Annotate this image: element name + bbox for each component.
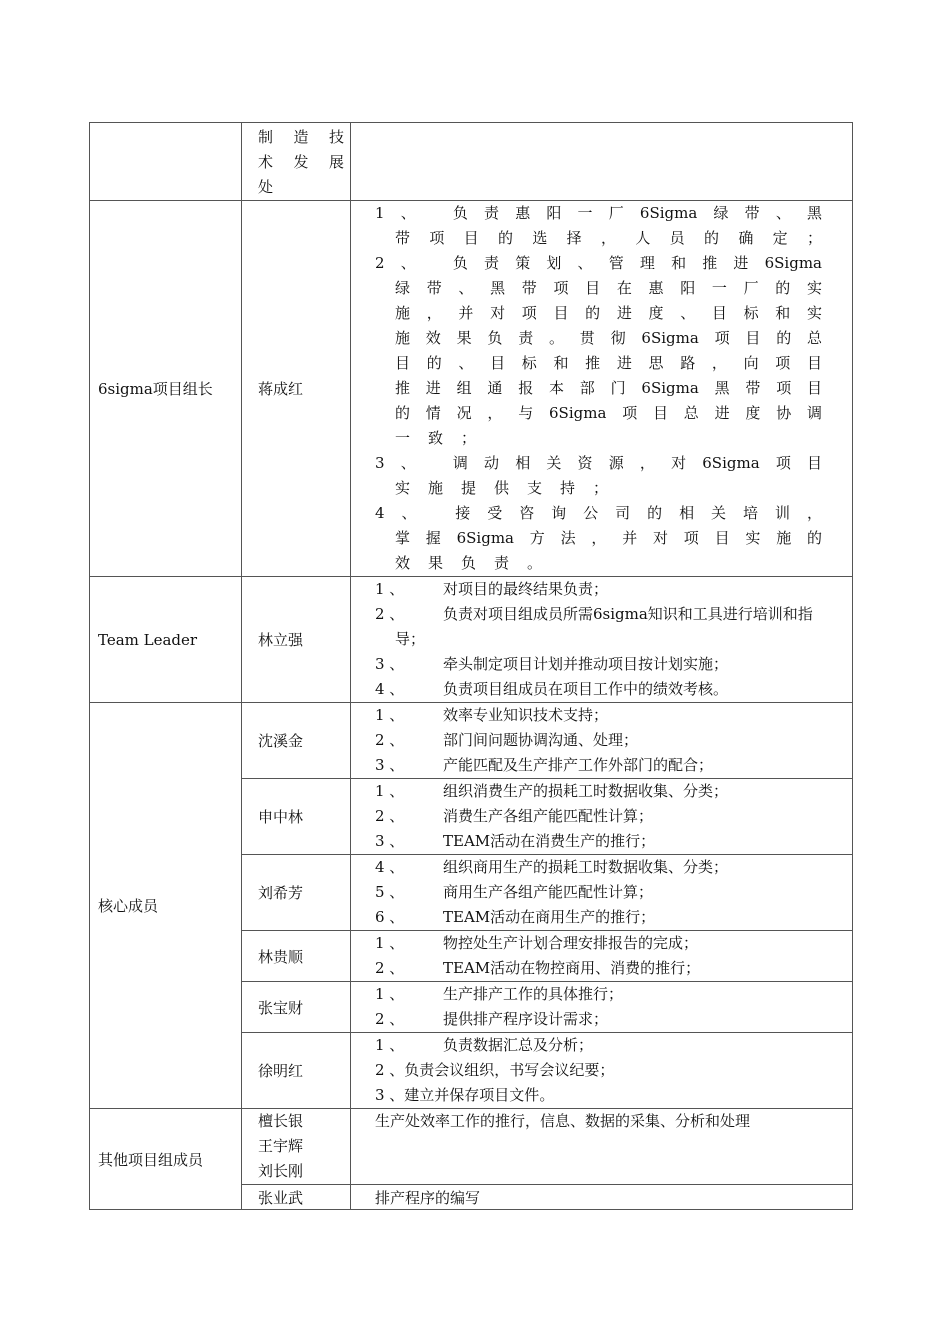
duty-line: 1 、 负责数据汇总及分析； [375, 1036, 594, 1054]
duty-cell [351, 1033, 853, 1109]
member-name: 申中林 [242, 779, 351, 855]
dept-line: 制造技 [258, 128, 344, 146]
member-name: 刘希芳 [242, 855, 351, 931]
duty-line: 3、 调动相关资源，对6Sigma项目 [375, 454, 822, 472]
table-row [90, 123, 853, 201]
member-name: 沈溪金 [242, 703, 351, 779]
duty-cell [351, 703, 853, 779]
member-name: 檀长银 [258, 1112, 304, 1130]
duty-line: 2、 负责策划、管理和推进6Sigma [375, 254, 822, 272]
duty-line: 绿带、黑带项目在惠阳一厂的实 [395, 279, 822, 297]
duty-cell [351, 779, 853, 855]
duty-cell-empty [351, 123, 853, 201]
dept-line: 术发展 [258, 153, 344, 171]
dept-line: 处 [258, 178, 274, 196]
duty-line: 1 、 组织消费生产的损耗工时数据收集、分类； [375, 782, 729, 800]
role-cell: 6sigma项目组长 [90, 201, 242, 577]
dept-cell [242, 123, 351, 201]
duty-line: 施效果负责。贯彻6Sigma项目的总 [395, 329, 822, 347]
member-name: 王宇辉 [258, 1137, 304, 1155]
responsibility-table [89, 122, 853, 1210]
duty-line: 3 、 TEAM活动在消费生产的推行； [375, 832, 656, 850]
duty-line: 1 、 物控处生产计划合理安排报告的完成； [375, 934, 699, 952]
member-name: 张业武 [242, 1185, 351, 1210]
member-name: 张宝财 [242, 982, 351, 1033]
duty-line: 2 、 部门间问题协调沟通、处理； [375, 731, 639, 749]
duty-line: 2 、 TEAM活动在物控商用、消费的推行； [375, 959, 701, 977]
member-name: 蒋成红 [242, 201, 351, 577]
duty-line: 生产处效率工作的推行，信息、数据的采集、分析和处理 [375, 1112, 751, 1130]
duty-line: 推进组通报本部门6Sigma黑带项目 [395, 379, 822, 397]
duty-line: 1 、 效率专业知识技术支持； [375, 706, 609, 724]
duty-line: 2 、负责会议组织，书写会议纪要； [375, 1061, 615, 1079]
duty-cell [351, 1109, 853, 1185]
duty-line: 1 、 生产排产工作的具体推行； [375, 985, 624, 1003]
duty-cell [351, 855, 853, 931]
duty-line: 1 、 对项目的最终结果负责； [375, 580, 609, 598]
duty-line: 3 、建立并保存项目文件。 [375, 1086, 555, 1104]
duty-line: 一致； [395, 429, 495, 447]
member-name: 徐明红 [242, 1033, 351, 1109]
duty-cell [351, 931, 853, 982]
table-row [90, 201, 853, 577]
table-row [90, 703, 853, 779]
duty-line: 施，并对项目的进度、目标和实 [395, 304, 822, 322]
duty-line: 6 、 TEAM活动在商用生产的推行； [375, 908, 656, 926]
duty-line: 目的、目标和推进思路，向项目 [395, 354, 822, 372]
duty-line: 4 、 负责项目组成员在项目工作中的绩效考核。 [375, 680, 729, 698]
role-cell: 核心成员 [90, 703, 242, 1109]
role-cell: 其他项目组成员 [90, 1109, 242, 1210]
duty-line: 5 、 商用生产各组产能匹配性计算； [375, 883, 654, 901]
duty-cell [351, 982, 853, 1033]
duty-line: 2 、 负责对项目组成员所需6sigma知识和工具进行培训和指 [375, 605, 813, 623]
duty-line: 1、 负责惠阳一厂6Sigma绿带、黑 [375, 204, 822, 222]
role-cell-empty [90, 123, 242, 201]
duty-line: 导； [395, 630, 426, 648]
duty-line: 2 、 提供排产程序设计需求； [375, 1010, 609, 1028]
table-row [90, 577, 853, 703]
member-name: 林立强 [242, 577, 351, 703]
duty-line: 排产程序的编写 [351, 1185, 853, 1210]
duty-line: 掌握6Sigma方法，并对项目实施的 [395, 529, 822, 547]
duty-line: 的情况，与6Sigma项目总进度协调 [395, 404, 822, 422]
duty-line: 4、 接受咨询公司的相关培训， [375, 504, 822, 522]
role-cell: Team Leader [90, 577, 242, 703]
duty-cell [351, 201, 853, 577]
duty-line: 4 、 组织商用生产的损耗工时数据收集、分类； [375, 858, 729, 876]
duty-line: 3 、 牵头制定项目计划并推动项目按计划实施； [375, 655, 729, 673]
member-names [242, 1109, 351, 1185]
table-row [90, 1109, 853, 1185]
duty-line: 效果负责。 [395, 554, 561, 572]
duty-line: 3 、 产能匹配及生产排产工作外部门的配合； [375, 756, 714, 774]
member-name: 刘长刚 [258, 1162, 304, 1180]
duty-line: 实施提供支持； [395, 479, 627, 497]
duty-line: 带项目的选择，人员的确定； [395, 229, 822, 247]
duty-line: 2 、 消费生产各组产能匹配性计算； [375, 807, 654, 825]
duty-cell [351, 577, 853, 703]
member-name: 林贵顺 [242, 931, 351, 982]
